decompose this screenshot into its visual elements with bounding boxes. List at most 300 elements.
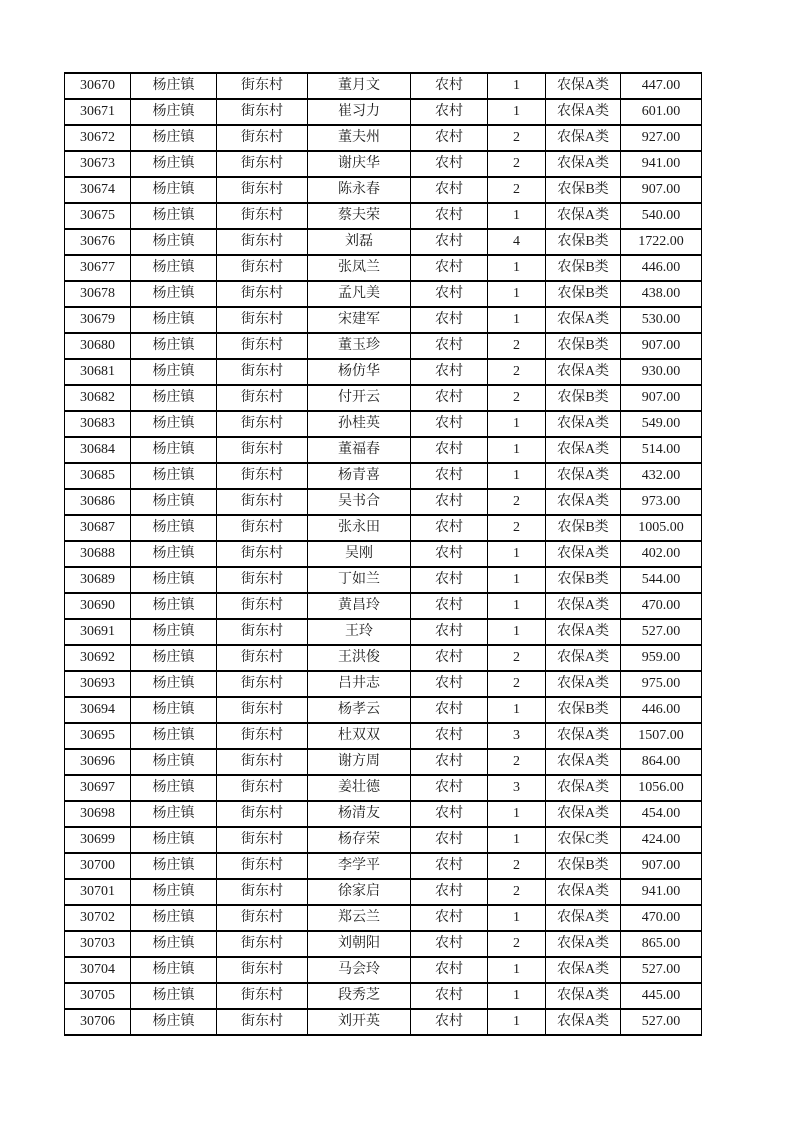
- cell-record-id: 30689: [65, 567, 131, 593]
- cell-record-id: 30688: [65, 541, 131, 567]
- cell-category: 农保A类: [546, 541, 621, 567]
- cell-village: 街东村: [217, 411, 308, 437]
- cell-name: 段秀芝: [308, 983, 411, 1009]
- cell-village: 街东村: [217, 437, 308, 463]
- cell-village: 街东村: [217, 983, 308, 1009]
- cell-amount: 454.00: [621, 801, 702, 827]
- cell-town: 杨庄镇: [131, 359, 217, 385]
- cell-category: 农保B类: [546, 229, 621, 255]
- cell-amount: 941.00: [621, 151, 702, 177]
- cell-amount: 527.00: [621, 957, 702, 983]
- cell-village: 街东村: [217, 619, 308, 645]
- cell-name: 徐家启: [308, 879, 411, 905]
- cell-name: 吕井志: [308, 671, 411, 697]
- cell-category: 农保A类: [546, 931, 621, 957]
- cell-record-id: 30677: [65, 255, 131, 281]
- cell-residence: 农村: [411, 983, 488, 1009]
- cell-category: 农保A类: [546, 957, 621, 983]
- cell-category: 农保B类: [546, 515, 621, 541]
- cell-residence: 农村: [411, 307, 488, 333]
- cell-record-id: 30678: [65, 281, 131, 307]
- cell-village: 街东村: [217, 99, 308, 125]
- cell-town: 杨庄镇: [131, 957, 217, 983]
- cell-residence: 农村: [411, 671, 488, 697]
- cell-residence: 农村: [411, 359, 488, 385]
- cell-town: 杨庄镇: [131, 775, 217, 801]
- cell-count: 2: [488, 645, 546, 671]
- table-row: [65, 645, 702, 671]
- table-row: [65, 905, 702, 931]
- cell-count: 3: [488, 775, 546, 801]
- cell-category: 农保A类: [546, 671, 621, 697]
- table-row: [65, 983, 702, 1009]
- table-row: [65, 853, 702, 879]
- cell-amount: 446.00: [621, 255, 702, 281]
- cell-count: 2: [488, 359, 546, 385]
- cell-count: 1: [488, 203, 546, 229]
- cell-town: 杨庄镇: [131, 333, 217, 359]
- cell-village: 街东村: [217, 853, 308, 879]
- cell-residence: 农村: [411, 515, 488, 541]
- cell-category: 农保A类: [546, 645, 621, 671]
- cell-name: 孟凡美: [308, 281, 411, 307]
- cell-town: 杨庄镇: [131, 151, 217, 177]
- cell-amount: 907.00: [621, 333, 702, 359]
- cell-name: 王洪俊: [308, 645, 411, 671]
- cell-amount: 470.00: [621, 905, 702, 931]
- cell-town: 杨庄镇: [131, 671, 217, 697]
- cell-record-id: 30679: [65, 307, 131, 333]
- table-row: [65, 125, 702, 151]
- cell-record-id: 30681: [65, 359, 131, 385]
- cell-village: 街东村: [217, 359, 308, 385]
- cell-count: 1: [488, 541, 546, 567]
- cell-town: 杨庄镇: [131, 931, 217, 957]
- cell-count: 1: [488, 1009, 546, 1035]
- cell-town: 杨庄镇: [131, 879, 217, 905]
- cell-residence: 农村: [411, 489, 488, 515]
- cell-category: 农保A类: [546, 307, 621, 333]
- cell-village: 街东村: [217, 827, 308, 853]
- cell-name: 杨青喜: [308, 463, 411, 489]
- cell-count: 1: [488, 697, 546, 723]
- cell-name: 董玉珍: [308, 333, 411, 359]
- cell-count: 1: [488, 905, 546, 931]
- table-row: [65, 879, 702, 905]
- cell-amount: 432.00: [621, 463, 702, 489]
- cell-name: 王玲: [308, 619, 411, 645]
- cell-name: 付开云: [308, 385, 411, 411]
- table-row: [65, 385, 702, 411]
- cell-village: 街东村: [217, 775, 308, 801]
- cell-town: 杨庄镇: [131, 203, 217, 229]
- cell-name: 张凤兰: [308, 255, 411, 281]
- cell-name: 蔡夫荣: [308, 203, 411, 229]
- cell-residence: 农村: [411, 567, 488, 593]
- cell-residence: 农村: [411, 333, 488, 359]
- cell-name: 刘朝阳: [308, 931, 411, 957]
- cell-village: 街东村: [217, 463, 308, 489]
- cell-village: 街东村: [217, 281, 308, 307]
- cell-count: 1: [488, 827, 546, 853]
- cell-record-id: 30675: [65, 203, 131, 229]
- cell-residence: 农村: [411, 255, 488, 281]
- cell-amount: 973.00: [621, 489, 702, 515]
- cell-amount: 424.00: [621, 827, 702, 853]
- cell-residence: 农村: [411, 151, 488, 177]
- cell-count: 1: [488, 281, 546, 307]
- cell-residence: 农村: [411, 853, 488, 879]
- cell-name: 黄昌玲: [308, 593, 411, 619]
- cell-category: 农保A类: [546, 775, 621, 801]
- cell-name: 刘开英: [308, 1009, 411, 1035]
- cell-count: 2: [488, 749, 546, 775]
- cell-count: 2: [488, 853, 546, 879]
- cell-record-id: 30676: [65, 229, 131, 255]
- cell-village: 街东村: [217, 333, 308, 359]
- cell-village: 街东村: [217, 905, 308, 931]
- cell-count: 2: [488, 177, 546, 203]
- cell-residence: 农村: [411, 385, 488, 411]
- table-row: [65, 307, 702, 333]
- table-row: [65, 359, 702, 385]
- cell-village: 街东村: [217, 177, 308, 203]
- cell-count: 1: [488, 957, 546, 983]
- cell-residence: 农村: [411, 697, 488, 723]
- cell-town: 杨庄镇: [131, 99, 217, 125]
- cell-amount: 446.00: [621, 697, 702, 723]
- cell-amount: 514.00: [621, 437, 702, 463]
- cell-residence: 农村: [411, 229, 488, 255]
- cell-residence: 农村: [411, 99, 488, 125]
- cell-town: 杨庄镇: [131, 463, 217, 489]
- cell-residence: 农村: [411, 619, 488, 645]
- cell-record-id: 30691: [65, 619, 131, 645]
- cell-record-id: 30686: [65, 489, 131, 515]
- cell-name: 杨清友: [308, 801, 411, 827]
- cell-count: 3: [488, 723, 546, 749]
- cell-record-id: 30697: [65, 775, 131, 801]
- cell-village: 街东村: [217, 489, 308, 515]
- cell-amount: 402.00: [621, 541, 702, 567]
- cell-name: 谢方周: [308, 749, 411, 775]
- cell-town: 杨庄镇: [131, 489, 217, 515]
- cell-town: 杨庄镇: [131, 229, 217, 255]
- cell-category: 农保A类: [546, 437, 621, 463]
- cell-town: 杨庄镇: [131, 697, 217, 723]
- cell-town: 杨庄镇: [131, 567, 217, 593]
- cell-record-id: 30702: [65, 905, 131, 931]
- cell-count: 1: [488, 463, 546, 489]
- cell-record-id: 30690: [65, 593, 131, 619]
- cell-name: 董福春: [308, 437, 411, 463]
- table-row: [65, 827, 702, 853]
- cell-amount: 1507.00: [621, 723, 702, 749]
- cell-town: 杨庄镇: [131, 723, 217, 749]
- cell-village: 街东村: [217, 645, 308, 671]
- cell-record-id: 30692: [65, 645, 131, 671]
- cell-category: 农保B类: [546, 177, 621, 203]
- table-row: [65, 749, 702, 775]
- cell-amount: 930.00: [621, 359, 702, 385]
- cell-residence: 农村: [411, 177, 488, 203]
- table-row: [65, 671, 702, 697]
- cell-category: 农保B类: [546, 281, 621, 307]
- cell-category: 农保B类: [546, 853, 621, 879]
- cell-village: 街东村: [217, 593, 308, 619]
- cell-village: 街东村: [217, 125, 308, 151]
- cell-name: 杨存荣: [308, 827, 411, 853]
- cell-record-id: 30673: [65, 151, 131, 177]
- table-row: [65, 281, 702, 307]
- cell-town: 杨庄镇: [131, 515, 217, 541]
- cell-category: 农保A类: [546, 125, 621, 151]
- cell-category: 农保C类: [546, 827, 621, 853]
- cell-residence: 农村: [411, 541, 488, 567]
- table-row: [65, 697, 702, 723]
- cell-name: 郑云兰: [308, 905, 411, 931]
- cell-residence: 农村: [411, 125, 488, 151]
- cell-residence: 农村: [411, 281, 488, 307]
- cell-record-id: 30703: [65, 931, 131, 957]
- table-row: [65, 99, 702, 125]
- cell-town: 杨庄镇: [131, 905, 217, 931]
- cell-name: 刘磊: [308, 229, 411, 255]
- cell-town: 杨庄镇: [131, 411, 217, 437]
- cell-amount: 540.00: [621, 203, 702, 229]
- cell-record-id: 30670: [65, 73, 131, 99]
- cell-record-id: 30700: [65, 853, 131, 879]
- cell-village: 街东村: [217, 203, 308, 229]
- cell-residence: 农村: [411, 645, 488, 671]
- cell-town: 杨庄镇: [131, 255, 217, 281]
- table-row: [65, 411, 702, 437]
- cell-residence: 农村: [411, 801, 488, 827]
- cell-residence: 农村: [411, 73, 488, 99]
- cell-amount: 601.00: [621, 99, 702, 125]
- cell-count: 2: [488, 151, 546, 177]
- table-row: [65, 775, 702, 801]
- cell-count: 1: [488, 437, 546, 463]
- cell-village: 街东村: [217, 801, 308, 827]
- cell-village: 街东村: [217, 1009, 308, 1035]
- cell-village: 街东村: [217, 73, 308, 99]
- cell-town: 杨庄镇: [131, 437, 217, 463]
- cell-record-id: 30704: [65, 957, 131, 983]
- cell-residence: 农村: [411, 905, 488, 931]
- cell-category: 农保A类: [546, 593, 621, 619]
- table-row: [65, 931, 702, 957]
- cell-category: 农保B类: [546, 697, 621, 723]
- cell-category: 农保A类: [546, 359, 621, 385]
- cell-amount: 907.00: [621, 853, 702, 879]
- cell-category: 农保A类: [546, 1009, 621, 1035]
- cell-name: 孙桂英: [308, 411, 411, 437]
- cell-residence: 农村: [411, 437, 488, 463]
- cell-record-id: 30684: [65, 437, 131, 463]
- cell-name: 姜壮德: [308, 775, 411, 801]
- cell-town: 杨庄镇: [131, 73, 217, 99]
- cell-town: 杨庄镇: [131, 307, 217, 333]
- cell-town: 杨庄镇: [131, 541, 217, 567]
- table-row: [65, 723, 702, 749]
- cell-residence: 农村: [411, 775, 488, 801]
- cell-record-id: 30682: [65, 385, 131, 411]
- cell-name: 董月文: [308, 73, 411, 99]
- cell-record-id: 30693: [65, 671, 131, 697]
- cell-category: 农保A类: [546, 879, 621, 905]
- cell-count: 1: [488, 983, 546, 1009]
- cell-record-id: 30694: [65, 697, 131, 723]
- table-body: [65, 73, 702, 1035]
- cell-name: 宋建军: [308, 307, 411, 333]
- cell-amount: 447.00: [621, 73, 702, 99]
- cell-name: 丁如兰: [308, 567, 411, 593]
- cell-count: 4: [488, 229, 546, 255]
- cell-amount: 445.00: [621, 983, 702, 1009]
- cell-amount: 1056.00: [621, 775, 702, 801]
- table-row: [65, 593, 702, 619]
- cell-category: 农保A类: [546, 463, 621, 489]
- cell-count: 2: [488, 333, 546, 359]
- cell-category: 农保A类: [546, 723, 621, 749]
- cell-amount: 1005.00: [621, 515, 702, 541]
- cell-town: 杨庄镇: [131, 177, 217, 203]
- cell-town: 杨庄镇: [131, 749, 217, 775]
- cell-category: 农保B类: [546, 567, 621, 593]
- table-row: [65, 203, 702, 229]
- cell-category: 农保A类: [546, 619, 621, 645]
- benefits-table: [64, 72, 702, 1036]
- cell-name: 吴书合: [308, 489, 411, 515]
- cell-village: 街东村: [217, 723, 308, 749]
- cell-count: 2: [488, 879, 546, 905]
- table-row: [65, 567, 702, 593]
- cell-name: 李学平: [308, 853, 411, 879]
- cell-name: 董夫州: [308, 125, 411, 151]
- cell-amount: 530.00: [621, 307, 702, 333]
- table-row: [65, 489, 702, 515]
- cell-category: 农保A类: [546, 203, 621, 229]
- cell-record-id: 30685: [65, 463, 131, 489]
- table-row: [65, 177, 702, 203]
- cell-residence: 农村: [411, 957, 488, 983]
- cell-name: 谢庆华: [308, 151, 411, 177]
- cell-count: 1: [488, 801, 546, 827]
- cell-residence: 农村: [411, 827, 488, 853]
- cell-category: 农保A类: [546, 905, 621, 931]
- cell-count: 1: [488, 593, 546, 619]
- table-row: [65, 151, 702, 177]
- cell-village: 街东村: [217, 697, 308, 723]
- cell-record-id: 30699: [65, 827, 131, 853]
- cell-amount: 864.00: [621, 749, 702, 775]
- cell-village: 街东村: [217, 515, 308, 541]
- cell-amount: 907.00: [621, 177, 702, 203]
- cell-residence: 农村: [411, 463, 488, 489]
- cell-count: 1: [488, 255, 546, 281]
- cell-record-id: 30672: [65, 125, 131, 151]
- cell-name: 陈永春: [308, 177, 411, 203]
- cell-amount: 1722.00: [621, 229, 702, 255]
- table-row: [65, 229, 702, 255]
- cell-name: 吴刚: [308, 541, 411, 567]
- cell-town: 杨庄镇: [131, 385, 217, 411]
- cell-record-id: 30706: [65, 1009, 131, 1035]
- cell-record-id: 30698: [65, 801, 131, 827]
- cell-name: 崔习力: [308, 99, 411, 125]
- cell-count: 1: [488, 99, 546, 125]
- cell-village: 街东村: [217, 931, 308, 957]
- cell-town: 杨庄镇: [131, 281, 217, 307]
- cell-amount: 470.00: [621, 593, 702, 619]
- cell-name: 杜双双: [308, 723, 411, 749]
- cell-residence: 农村: [411, 879, 488, 905]
- table-row: [65, 463, 702, 489]
- table-row: [65, 619, 702, 645]
- cell-village: 街东村: [217, 567, 308, 593]
- cell-count: 2: [488, 931, 546, 957]
- cell-count: 1: [488, 73, 546, 99]
- cell-count: 2: [488, 125, 546, 151]
- cell-village: 街东村: [217, 879, 308, 905]
- cell-residence: 农村: [411, 593, 488, 619]
- cell-name: 马会玲: [308, 957, 411, 983]
- cell-count: 2: [488, 515, 546, 541]
- cell-village: 街东村: [217, 671, 308, 697]
- table-row: [65, 73, 702, 99]
- cell-amount: 907.00: [621, 385, 702, 411]
- cell-village: 街东村: [217, 749, 308, 775]
- cell-count: 1: [488, 411, 546, 437]
- cell-town: 杨庄镇: [131, 1009, 217, 1035]
- cell-name: 张永田: [308, 515, 411, 541]
- cell-category: 农保B类: [546, 333, 621, 359]
- table-row: [65, 515, 702, 541]
- cell-category: 农保A类: [546, 73, 621, 99]
- cell-name: 杨孝云: [308, 697, 411, 723]
- cell-record-id: 30680: [65, 333, 131, 359]
- cell-category: 农保A类: [546, 151, 621, 177]
- cell-category: 农保B类: [546, 255, 621, 281]
- cell-amount: 927.00: [621, 125, 702, 151]
- cell-category: 农保A类: [546, 489, 621, 515]
- cell-count: 2: [488, 489, 546, 515]
- cell-count: 2: [488, 385, 546, 411]
- table-row: [65, 801, 702, 827]
- cell-village: 街东村: [217, 229, 308, 255]
- cell-record-id: 30705: [65, 983, 131, 1009]
- cell-residence: 农村: [411, 203, 488, 229]
- cell-amount: 975.00: [621, 671, 702, 697]
- table-row: [65, 541, 702, 567]
- table-row: [65, 255, 702, 281]
- cell-category: 农保A类: [546, 983, 621, 1009]
- cell-town: 杨庄镇: [131, 801, 217, 827]
- table-row: [65, 1009, 702, 1035]
- cell-category: 农保A类: [546, 801, 621, 827]
- cell-residence: 农村: [411, 723, 488, 749]
- cell-residence: 农村: [411, 749, 488, 775]
- cell-record-id: 30696: [65, 749, 131, 775]
- cell-amount: 941.00: [621, 879, 702, 905]
- cell-residence: 农村: [411, 931, 488, 957]
- cell-village: 街东村: [217, 541, 308, 567]
- cell-count: 1: [488, 307, 546, 333]
- cell-amount: 527.00: [621, 1009, 702, 1035]
- cell-town: 杨庄镇: [131, 125, 217, 151]
- cell-amount: 549.00: [621, 411, 702, 437]
